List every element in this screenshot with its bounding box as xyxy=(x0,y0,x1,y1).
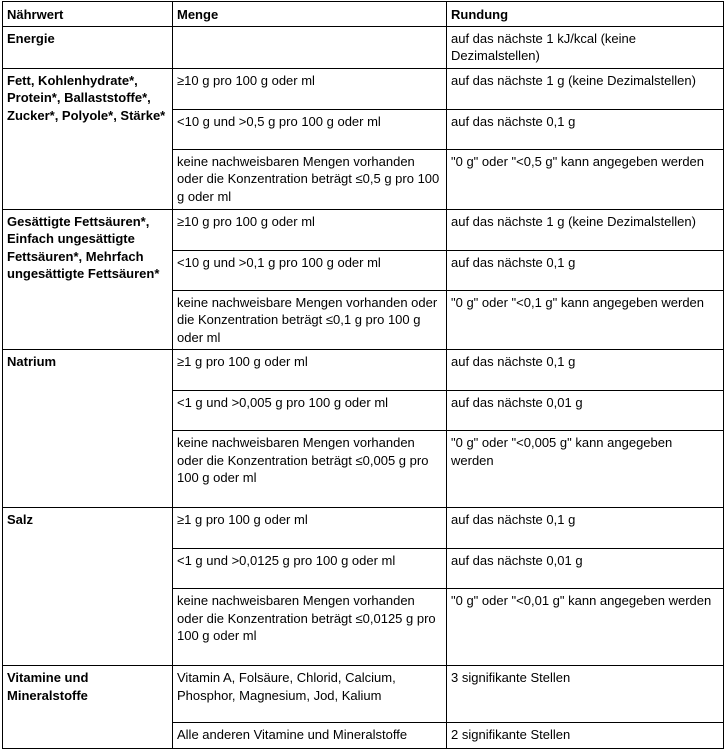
rounding-cell: "0 g" oder "<0,1 g" kann angegeben werden xyxy=(447,290,724,350)
rounding-cell: auf das nächste 0,01 g xyxy=(447,549,724,589)
nutrient-cell-fett: Fett, Kohlenhydrate*, Protein*, Ballaststoffe*, Zucker*, Polyole*, Stärke* xyxy=(3,68,173,209)
amount-cell: <1 g und >0,005 g pro 100 g oder ml xyxy=(173,391,447,431)
nutrient-cell-salz: Salz xyxy=(3,508,173,666)
amount-cell: ≥10 g pro 100 g oder ml xyxy=(173,68,447,109)
amount-cell: keine nachweisbaren Mengen vorhanden oder die Konzentration beträgt ≤0,005 g pro 100 g oder ml xyxy=(173,431,447,508)
rounding-table xyxy=(2,1,724,749)
amount-cell: ≥10 g pro 100 g oder ml xyxy=(173,209,447,250)
amount-cell xyxy=(173,26,447,68)
nutrient-cell-vitamine: Vitamine und Mineralstoffe xyxy=(3,666,173,749)
amount-cell: ≥1 g pro 100 g oder ml xyxy=(173,508,447,549)
table-header-row xyxy=(3,2,724,27)
table-row xyxy=(3,666,724,723)
table-row xyxy=(3,350,724,391)
table-row xyxy=(3,68,724,109)
nutrient-cell-natrium: Natrium xyxy=(3,350,173,508)
rounding-cell: auf das nächste 0,1 g xyxy=(447,350,724,391)
rounding-cell: "0 g" oder "<0,5 g" kann angegeben werden xyxy=(447,149,724,209)
amount-cell: <10 g und >0,1 g pro 100 g oder ml xyxy=(173,250,447,290)
rounding-cell: auf das nächste 1 g (keine Dezimalstellen) xyxy=(447,209,724,250)
amount-cell: <1 g und >0,0125 g pro 100 g oder ml xyxy=(173,549,447,589)
nutrient-cell-energie: Energie xyxy=(3,26,173,68)
rounding-cell: auf das nächste 0,1 g xyxy=(447,508,724,549)
table-row xyxy=(3,26,724,68)
amount-cell: keine nachweisbaren Mengen vorhanden oder die Konzentration beträgt ≤0,5 g pro 100 g oder ml xyxy=(173,149,447,209)
table-row xyxy=(3,508,724,549)
amount-cell: Vitamin A, Folsäure, Chlorid, Calcium, Phosphor, Magnesium, Jod, Kalium xyxy=(173,666,447,723)
rounding-cell: auf das nächste 0,01 g xyxy=(447,391,724,431)
amount-cell: <10 g und >0,5 g pro 100 g oder ml xyxy=(173,109,447,149)
table-row xyxy=(3,209,724,250)
amount-cell: Alle anderen Vitamine und Mineralstoffe xyxy=(173,723,447,749)
rounding-cell: auf das nächste 1 kJ/kcal (keine Dezimalstellen) xyxy=(447,26,724,68)
rounding-cell: "0 g" oder "<0,01 g" kann angegeben werden xyxy=(447,589,724,666)
amount-cell: ≥1 g pro 100 g oder ml xyxy=(173,350,447,391)
rounding-cell: auf das nächste 1 g (keine Dezimalstellen) xyxy=(447,68,724,109)
nutrient-cell-fettsaeuren: Gesättigte Fettsäuren*, Einfach ungesättigte Fettsäuren*, Mehrfach ungesättigte Fettsäuren* xyxy=(3,209,173,350)
rounding-cell: 3 signifikante Stellen xyxy=(447,666,724,723)
rounding-cell: auf das nächste 0,1 g xyxy=(447,109,724,149)
rounding-cell: auf das nächste 0,1 g xyxy=(447,250,724,290)
header-menge: Menge xyxy=(173,2,447,27)
rounding-cell: 2 signifikante Stellen xyxy=(447,723,724,749)
header-naehrwert: Nährwert xyxy=(3,2,173,27)
amount-cell: keine nachweisbaren Mengen vorhanden oder die Konzentration beträgt ≤0,0125 g pro 100 g oder ml xyxy=(173,589,447,666)
amount-cell: keine nachweisbare Mengen vorhanden oder die Konzentration beträgt ≤0,1 g pro 100 g oder ml xyxy=(173,290,447,350)
header-rundung: Rundung xyxy=(447,2,724,27)
rounding-cell: "0 g" oder "<0,005 g" kann angegeben werden xyxy=(447,431,724,508)
